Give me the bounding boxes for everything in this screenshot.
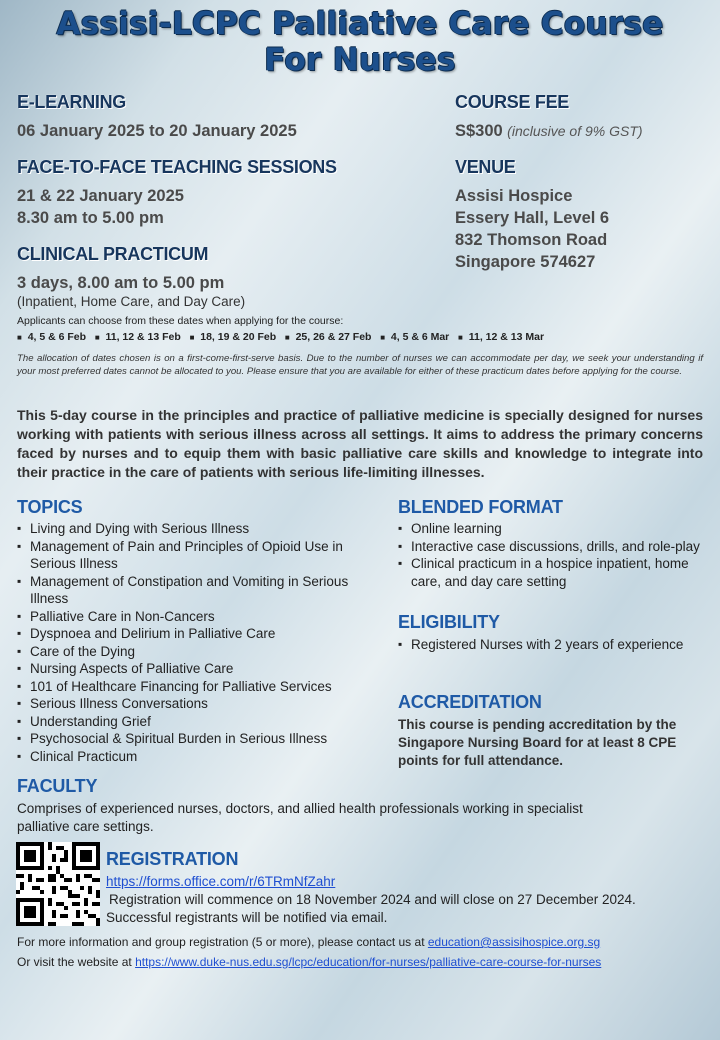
faculty-text: Comprises of experienced nurses, doctors, and allied health professionals working in specialist palliative care settings. xyxy=(17,801,583,834)
f2f-time: 8.30 am to 5.00 pm xyxy=(17,209,164,227)
list-item: ▪ Psychosocial & Spiritual Burden in Serious Illness xyxy=(17,730,377,748)
venue-line: 832 Thomson Road xyxy=(455,231,608,249)
date-option: 11, 12 & 13 Feb xyxy=(105,331,181,343)
blended-heading: BLENDED FORMAT xyxy=(398,497,563,517)
accreditation-text: This course is pending accreditation by the Singapore Nursing Board for at least 8 CPE points for full attendance. xyxy=(398,717,677,768)
list-item: ▪ Palliative Care in Non-Cancers xyxy=(17,608,377,626)
list-item: ▪ Registered Nurses with 2 years of experience xyxy=(398,636,706,654)
venue-address xyxy=(455,185,609,273)
course-fee-amount: S$300 xyxy=(455,122,503,140)
clinical-applicants-note: Applicants can choose from these dates when applying for the course: xyxy=(17,315,344,327)
title-line-1: Assisi-LCPC Palliative Care Course xyxy=(56,6,664,42)
clinical-days: 3 days, 8.00 am to 5.00 pm xyxy=(17,274,225,292)
date-option: 4, 5 & 6 Mar xyxy=(390,331,450,343)
website-text: Or visit the website at xyxy=(17,955,132,969)
eligibility-list xyxy=(398,636,706,654)
faculty-heading: FACULTY xyxy=(17,776,98,796)
course-fee-heading: COURSE FEE xyxy=(455,92,570,112)
registration-line-2: Successful registrants will be notified via email. xyxy=(106,910,388,925)
contact-text: For more information and group registration (5 or more), please contact us at xyxy=(17,935,425,949)
clinical-date-options: ■ 4, 5 & 6 Feb ■ 11, 12 & 13 Feb ■ 18, 19 & 20 Feb ■ 25, 26 & 27 Feb ■ 4, 5 & 6 Mar ■ 11, 12 & 13 Mar xyxy=(17,331,545,343)
clinical-allocation-note: The allocation of dates chosen is on a first-come-first-serve basis. Due to the number of nurses we can accommodate per day, we seek your understanding if your most preferred dates cannot be allocated to you. Please ensure that you are available for either of these practicum dates before applying for the course. xyxy=(17,353,703,377)
clinical-heading: CLINICAL PRACTICUM xyxy=(17,244,209,264)
course-description: This 5-day course in the principles and practice of palliative medicine is specially designed for nurses working with patients with serious illness across all settings. It aims to address the primary concerns faced by nurses and to equip them with basic palliative care skills and knowledge to integrate into their practice in the care of patients with serious life-limiting illnesses. xyxy=(17,407,703,480)
elearning-heading: E-LEARNING xyxy=(17,92,126,112)
contact-line xyxy=(17,935,600,949)
website-link[interactable]: https://www.duke-nus.edu.sg/lcpc/education/for-nurses/palliative-care-course-for-nurses xyxy=(135,955,602,969)
accreditation-heading: ACCREDITATION xyxy=(398,692,542,712)
course-fee-note: (inclusive of 9% GST) xyxy=(507,123,643,139)
contact-email-link[interactable]: education@assisihospice.org.sg xyxy=(427,935,601,949)
list-item: ▪ Clinical practicum in a hospice inpatient, home care, and day care setting xyxy=(398,555,706,590)
venue-line: Singapore 574627 xyxy=(455,253,596,271)
page-title xyxy=(0,6,720,78)
date-option: 18, 19 & 20 Feb xyxy=(200,331,277,343)
date-option: 11, 12 & 13 Mar xyxy=(468,331,545,343)
date-option: 25, 26 & 27 Feb xyxy=(295,331,372,343)
course-fee xyxy=(455,120,643,142)
list-item: ▪ Management of Pain and Principles of Opioid Use in Serious Illness xyxy=(17,538,377,573)
list-item: ▪ Living and Dying with Serious Illness xyxy=(17,520,377,538)
venue-line: Essery Hall, Level 6 xyxy=(455,209,610,227)
elearning-dates: 06 January 2025 to 20 January 2025 xyxy=(17,122,297,140)
list-item: ▪ Clinical Practicum xyxy=(17,748,377,766)
registration-link[interactable]: https://forms.office.com/r/6TRmNfZahr xyxy=(106,874,336,889)
f2f-heading: FACE-TO-FACE TEACHING SESSIONS xyxy=(17,157,337,177)
list-item: ▪ Nursing Aspects of Palliative Care xyxy=(17,660,377,678)
list-item: ▪ Management of Constipation and Vomiting in Serious Illness xyxy=(17,573,377,608)
website-line xyxy=(17,955,601,969)
list-item: ▪ Care of the Dying xyxy=(17,643,377,661)
title-line-2: For Nurses xyxy=(264,42,456,78)
clinical-settings: (Inpatient, Home Care, and Day Care) xyxy=(17,294,246,309)
list-item: ▪ Online learning xyxy=(398,520,706,538)
eligibility-heading: ELIGIBILITY xyxy=(398,612,500,632)
f2f-dates: 21 & 22 January 2025 xyxy=(17,187,184,205)
topics-heading: TOPICS xyxy=(17,497,83,517)
qr-code-icon[interactable] xyxy=(16,842,100,926)
list-item: ▪ Interactive case discussions, drills, and role-play xyxy=(398,538,706,556)
list-item: ▪ 101 of Healthcare Financing for Palliative Services xyxy=(17,678,377,696)
list-item: ▪ Dyspnoea and Delirium in Palliative Care xyxy=(17,625,377,643)
blended-list xyxy=(398,520,706,590)
topics-list xyxy=(17,520,377,765)
list-item: ▪ Understanding Grief xyxy=(17,713,377,731)
date-option: 4, 5 & 6 Feb xyxy=(27,331,87,343)
registration-details xyxy=(106,891,706,927)
registration-heading: REGISTRATION xyxy=(106,849,239,869)
registration-line-1: Registration will commence on 18 November 2024 and will close on 27 December 2024. xyxy=(109,892,636,907)
venue-line: Assisi Hospice xyxy=(455,187,573,205)
list-item: ▪ Serious Illness Conversations xyxy=(17,695,377,713)
venue-heading: VENUE xyxy=(455,157,516,177)
